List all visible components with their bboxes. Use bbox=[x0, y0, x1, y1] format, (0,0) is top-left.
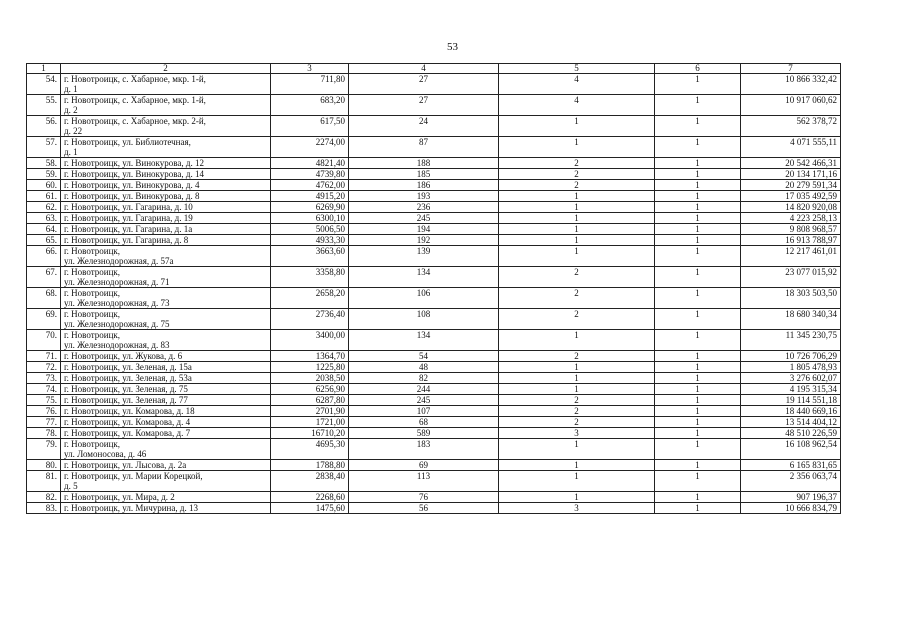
amount-value: 16 108 962,54 bbox=[741, 439, 841, 460]
amount-value: 20 279 591,34 bbox=[741, 180, 841, 191]
column-5-value: 1 bbox=[499, 213, 655, 224]
amount-value: 17 035 492,59 bbox=[741, 191, 841, 202]
address-line: г. Новотроицк, bbox=[64, 330, 121, 340]
row-number: 54. bbox=[27, 74, 61, 95]
address-line: ул. Железнодорожная, д. 73 bbox=[64, 298, 170, 308]
area-value: 2838,40 bbox=[271, 471, 349, 492]
column-5-value: 2 bbox=[499, 169, 655, 180]
column-5-value: 1 bbox=[499, 235, 655, 246]
table-row bbox=[27, 460, 841, 471]
address-line: д. 1 bbox=[64, 84, 78, 94]
amount-value: 1 805 478,93 bbox=[741, 362, 841, 373]
row-number: 80. bbox=[27, 460, 61, 471]
address-cell bbox=[61, 471, 271, 492]
address-line: г. Новотроицк, bbox=[64, 439, 121, 449]
column-4-value: 54 bbox=[349, 351, 499, 362]
column-5-value: 2 bbox=[499, 395, 655, 406]
amount-value: 18 303 503,50 bbox=[741, 288, 841, 309]
column-5-value: 1 bbox=[499, 460, 655, 471]
column-5-value: 1 bbox=[499, 439, 655, 460]
area-value: 2736,40 bbox=[271, 309, 349, 330]
column-4-value: 139 bbox=[349, 246, 499, 267]
column-4-value: 193 bbox=[349, 191, 499, 202]
column-4-value: 82 bbox=[349, 373, 499, 384]
table-row bbox=[27, 309, 841, 330]
column-4-value: 48 bbox=[349, 362, 499, 373]
area-value: 4821,40 bbox=[271, 158, 349, 169]
column-header: 2 bbox=[61, 64, 271, 74]
table-row bbox=[27, 395, 841, 406]
address-cell bbox=[61, 330, 271, 351]
amount-value: 11 345 230,75 bbox=[741, 330, 841, 351]
amount-value: 4 223 258,13 bbox=[741, 213, 841, 224]
address-cell bbox=[61, 267, 271, 288]
column-6-value: 1 bbox=[655, 95, 741, 116]
column-header: 3 bbox=[271, 64, 349, 74]
address-line: г. Новотроицк, ул. Лысова, д. 2а bbox=[64, 460, 187, 470]
amount-value: 10 726 706,29 bbox=[741, 351, 841, 362]
address-line: г. Новотроицк, ул. Гагарина, д. 8 bbox=[64, 235, 189, 245]
table-row bbox=[27, 202, 841, 213]
amount-value: 18 680 340,34 bbox=[741, 309, 841, 330]
column-5-value: 2 bbox=[499, 267, 655, 288]
table-row bbox=[27, 503, 841, 514]
column-6-value: 1 bbox=[655, 235, 741, 246]
table-row bbox=[27, 224, 841, 235]
table-row bbox=[27, 180, 841, 191]
row-number: 60. bbox=[27, 180, 61, 191]
amount-value: 4 195 315,34 bbox=[741, 384, 841, 395]
amount-value: 48 510 226,59 bbox=[741, 428, 841, 439]
row-number: 65. bbox=[27, 235, 61, 246]
address-line: д. 2 bbox=[64, 105, 78, 115]
address-line: г. Новотроицк, ул. Комарова, д. 18 bbox=[64, 406, 195, 416]
address-line: г. Новотроицк, с. Хабарное, мкр. 1-й, bbox=[64, 74, 206, 84]
column-4-value: 192 bbox=[349, 235, 499, 246]
address-line: г. Новотроицк, ул. Комарова, д. 7 bbox=[64, 428, 191, 438]
address-line: г. Новотроицк, ул. Гагарина, д. 19 bbox=[64, 213, 193, 223]
table-row bbox=[27, 235, 841, 246]
row-number: 59. bbox=[27, 169, 61, 180]
column-6-value: 1 bbox=[655, 384, 741, 395]
address-line: г. Новотроицк, ул. Гагарина, д. 1а bbox=[64, 224, 193, 234]
amount-value: 19 114 551,18 bbox=[741, 395, 841, 406]
address-cell bbox=[61, 460, 271, 471]
table-row bbox=[27, 213, 841, 224]
column-5-value: 2 bbox=[499, 180, 655, 191]
address-cell bbox=[61, 137, 271, 158]
address-line: г. Новотроицк, ул. Мира, д. 2 bbox=[64, 492, 175, 502]
column-6-value: 1 bbox=[655, 202, 741, 213]
table-row bbox=[27, 362, 841, 373]
row-number: 58. bbox=[27, 158, 61, 169]
column-5-value: 1 bbox=[499, 373, 655, 384]
column-5-value: 3 bbox=[499, 503, 655, 514]
area-value: 1364,70 bbox=[271, 351, 349, 362]
table-row bbox=[27, 439, 841, 460]
row-number: 78. bbox=[27, 428, 61, 439]
area-value: 6300,10 bbox=[271, 213, 349, 224]
area-value: 1721,00 bbox=[271, 417, 349, 428]
column-5-value: 1 bbox=[499, 202, 655, 213]
column-4-value: 188 bbox=[349, 158, 499, 169]
table-row bbox=[27, 246, 841, 267]
address-cell bbox=[61, 395, 271, 406]
column-number-row bbox=[27, 64, 841, 74]
address-cell bbox=[61, 158, 271, 169]
area-value: 2658,20 bbox=[271, 288, 349, 309]
address-cell bbox=[61, 224, 271, 235]
column-5-value: 2 bbox=[499, 158, 655, 169]
amount-value: 10 866 332,42 bbox=[741, 74, 841, 95]
address-line: г. Новотроицк, bbox=[64, 267, 121, 277]
address-line: г. Новотроицк, bbox=[64, 288, 121, 298]
column-6-value: 1 bbox=[655, 158, 741, 169]
address-line: г. Новотроицк, ул. Винокурова, д. 8 bbox=[64, 191, 200, 201]
column-4-value: 27 bbox=[349, 95, 499, 116]
address-cell bbox=[61, 503, 271, 514]
row-number: 67. bbox=[27, 267, 61, 288]
address-line: ул. Железнодорожная, д. 83 bbox=[64, 340, 170, 350]
row-number: 79. bbox=[27, 439, 61, 460]
table-row bbox=[27, 428, 841, 439]
column-6-value: 1 bbox=[655, 471, 741, 492]
row-number: 70. bbox=[27, 330, 61, 351]
row-number: 64. bbox=[27, 224, 61, 235]
address-cell bbox=[61, 428, 271, 439]
amount-value: 2 356 063,74 bbox=[741, 471, 841, 492]
area-value: 4695,30 bbox=[271, 439, 349, 460]
row-number: 72. bbox=[27, 362, 61, 373]
area-value: 3400,00 bbox=[271, 330, 349, 351]
amount-value: 4 071 555,11 bbox=[741, 137, 841, 158]
amount-value: 18 440 669,16 bbox=[741, 406, 841, 417]
address-line: г. Новотроицк, ул. Винокурова, д. 12 bbox=[64, 158, 204, 168]
housing-register-table bbox=[26, 63, 841, 514]
row-number: 76. bbox=[27, 406, 61, 417]
area-value: 6256,90 bbox=[271, 384, 349, 395]
amount-value: 6 165 831,65 bbox=[741, 460, 841, 471]
table-row bbox=[27, 116, 841, 137]
column-6-value: 1 bbox=[655, 213, 741, 224]
address-cell bbox=[61, 406, 271, 417]
address-cell bbox=[61, 202, 271, 213]
address-line: г. Новотроицк, ул. Гагарина, д. 10 bbox=[64, 202, 193, 212]
table-row bbox=[27, 74, 841, 95]
table-row bbox=[27, 191, 841, 202]
area-value: 617,50 bbox=[271, 116, 349, 137]
table-row bbox=[27, 492, 841, 503]
amount-value: 12 217 461,01 bbox=[741, 246, 841, 267]
table-row bbox=[27, 330, 841, 351]
column-header: 7 bbox=[741, 64, 841, 74]
address-cell bbox=[61, 351, 271, 362]
column-6-value: 1 bbox=[655, 309, 741, 330]
column-6-value: 1 bbox=[655, 116, 741, 137]
address-line: г. Новотроицк, ул. Зеленая, д. 15а bbox=[64, 362, 192, 372]
column-6-value: 1 bbox=[655, 224, 741, 235]
column-6-value: 1 bbox=[655, 330, 741, 351]
address-line: г. Новотроицк, ул. Жукова, д. 6 bbox=[64, 351, 183, 361]
column-4-value: 107 bbox=[349, 406, 499, 417]
table-row bbox=[27, 267, 841, 288]
area-value: 4762,00 bbox=[271, 180, 349, 191]
column-5-value: 1 bbox=[499, 191, 655, 202]
address-cell bbox=[61, 373, 271, 384]
column-4-value: 589 bbox=[349, 428, 499, 439]
column-5-value: 1 bbox=[499, 116, 655, 137]
column-6-value: 1 bbox=[655, 417, 741, 428]
column-4-value: 245 bbox=[349, 213, 499, 224]
table-row bbox=[27, 158, 841, 169]
row-number: 57. bbox=[27, 137, 61, 158]
area-value: 683,20 bbox=[271, 95, 349, 116]
address-line: ул. Ломоносова, д. 46 bbox=[64, 449, 147, 459]
column-4-value: 185 bbox=[349, 169, 499, 180]
column-6-value: 1 bbox=[655, 406, 741, 417]
column-6-value: 1 bbox=[655, 439, 741, 460]
row-number: 74. bbox=[27, 384, 61, 395]
address-line: ул. Железнодорожная, д. 71 bbox=[64, 277, 170, 287]
column-4-value: 76 bbox=[349, 492, 499, 503]
amount-value: 23 077 015,92 bbox=[741, 267, 841, 288]
address-line: д. 22 bbox=[64, 126, 83, 136]
amount-value: 16 913 788,97 bbox=[741, 235, 841, 246]
address-line: г. Новотроицк, ул. Винокурова, д. 14 bbox=[64, 169, 204, 179]
area-value: 2274,00 bbox=[271, 137, 349, 158]
row-number: 61. bbox=[27, 191, 61, 202]
area-value: 6287,80 bbox=[271, 395, 349, 406]
column-6-value: 1 bbox=[655, 180, 741, 191]
column-5-value: 1 bbox=[499, 330, 655, 351]
column-4-value: 27 bbox=[349, 74, 499, 95]
area-value: 3663,60 bbox=[271, 246, 349, 267]
column-6-value: 1 bbox=[655, 373, 741, 384]
address-line: г. Новотроицк, ул. Зеленая, д. 75 bbox=[64, 384, 188, 394]
row-number: 73. bbox=[27, 373, 61, 384]
column-6-value: 1 bbox=[655, 288, 741, 309]
column-4-value: 106 bbox=[349, 288, 499, 309]
area-value: 4915,20 bbox=[271, 191, 349, 202]
amount-value: 562 378,72 bbox=[741, 116, 841, 137]
amount-value: 20 542 466,31 bbox=[741, 158, 841, 169]
column-6-value: 1 bbox=[655, 395, 741, 406]
table-row bbox=[27, 417, 841, 428]
table-row bbox=[27, 471, 841, 492]
table-row bbox=[27, 95, 841, 116]
amount-value: 907 196,37 bbox=[741, 492, 841, 503]
address-line: ул. Железнодорожная, д. 75 bbox=[64, 319, 170, 329]
address-cell bbox=[61, 439, 271, 460]
table-body bbox=[27, 74, 841, 514]
column-5-value: 4 bbox=[499, 95, 655, 116]
address-line: д. 1 bbox=[64, 147, 78, 157]
area-value: 4739,80 bbox=[271, 169, 349, 180]
address-line: г. Новотроицк, ул. Зеленая, д. 77 bbox=[64, 395, 188, 405]
area-value: 1225,80 bbox=[271, 362, 349, 373]
row-number: 82. bbox=[27, 492, 61, 503]
column-4-value: 24 bbox=[349, 116, 499, 137]
column-6-value: 1 bbox=[655, 362, 741, 373]
column-6-value: 1 bbox=[655, 74, 741, 95]
column-6-value: 1 bbox=[655, 191, 741, 202]
amount-value: 14 820 920,08 bbox=[741, 202, 841, 213]
address-cell bbox=[61, 235, 271, 246]
column-6-value: 1 bbox=[655, 503, 741, 514]
area-value: 3358,80 bbox=[271, 267, 349, 288]
address-line: г. Новотроицк, ул. Марии Корецкой, bbox=[64, 471, 203, 481]
row-number: 71. bbox=[27, 351, 61, 362]
column-5-value: 1 bbox=[499, 224, 655, 235]
table-row bbox=[27, 373, 841, 384]
column-5-value: 1 bbox=[499, 362, 655, 373]
area-value: 2038,50 bbox=[271, 373, 349, 384]
row-number: 66. bbox=[27, 246, 61, 267]
table-row bbox=[27, 288, 841, 309]
address-line: г. Новотроицк, ул. Зеленая, д. 53а bbox=[64, 373, 192, 383]
column-6-value: 1 bbox=[655, 428, 741, 439]
page-number: 53 bbox=[447, 41, 458, 53]
amount-value: 13 514 404,12 bbox=[741, 417, 841, 428]
table-row bbox=[27, 384, 841, 395]
column-header: 6 bbox=[655, 64, 741, 74]
column-5-value: 1 bbox=[499, 384, 655, 395]
column-header: 4 bbox=[349, 64, 499, 74]
row-number: 68. bbox=[27, 288, 61, 309]
column-6-value: 1 bbox=[655, 351, 741, 362]
address-cell bbox=[61, 180, 271, 191]
row-number: 69. bbox=[27, 309, 61, 330]
row-number: 81. bbox=[27, 471, 61, 492]
row-number: 62. bbox=[27, 202, 61, 213]
address-cell bbox=[61, 309, 271, 330]
row-number: 75. bbox=[27, 395, 61, 406]
column-4-value: 134 bbox=[349, 330, 499, 351]
address-line: г. Новотроицк, ул. Винокурова, д. 4 bbox=[64, 180, 200, 190]
column-header: 1 bbox=[27, 64, 61, 74]
column-header: 5 bbox=[499, 64, 655, 74]
column-4-value: 56 bbox=[349, 503, 499, 514]
column-6-value: 1 bbox=[655, 137, 741, 158]
address-line: д. 5 bbox=[64, 481, 78, 491]
column-5-value: 1 bbox=[499, 492, 655, 503]
amount-value: 9 808 968,57 bbox=[741, 224, 841, 235]
address-cell bbox=[61, 246, 271, 267]
area-value: 1475,60 bbox=[271, 503, 349, 514]
area-value: 4933,30 bbox=[271, 235, 349, 246]
area-value: 2701,90 bbox=[271, 406, 349, 417]
column-4-value: 108 bbox=[349, 309, 499, 330]
column-5-value: 4 bbox=[499, 74, 655, 95]
address-cell bbox=[61, 213, 271, 224]
table-row bbox=[27, 137, 841, 158]
column-4-value: 113 bbox=[349, 471, 499, 492]
address-line: г. Новотроицк, bbox=[64, 246, 121, 256]
area-value: 1788,80 bbox=[271, 460, 349, 471]
column-4-value: 245 bbox=[349, 395, 499, 406]
address-cell bbox=[61, 116, 271, 137]
column-4-value: 87 bbox=[349, 137, 499, 158]
amount-value: 10 666 834,79 bbox=[741, 503, 841, 514]
column-5-value: 1 bbox=[499, 137, 655, 158]
address-cell bbox=[61, 95, 271, 116]
address-cell bbox=[61, 384, 271, 395]
table-row bbox=[27, 351, 841, 362]
column-6-value: 1 bbox=[655, 267, 741, 288]
row-number: 83. bbox=[27, 503, 61, 514]
address-line: г. Новотроицк, ул. Комарова, д. 4 bbox=[64, 417, 191, 427]
column-4-value: 69 bbox=[349, 460, 499, 471]
area-value: 711,80 bbox=[271, 74, 349, 95]
address-line: г. Новотроицк, с. Хабарное, мкр. 2-й, bbox=[64, 116, 206, 126]
row-number: 56. bbox=[27, 116, 61, 137]
column-4-value: 236 bbox=[349, 202, 499, 213]
area-value: 16710,20 bbox=[271, 428, 349, 439]
column-4-value: 244 bbox=[349, 384, 499, 395]
area-value: 2268,60 bbox=[271, 492, 349, 503]
column-4-value: 183 bbox=[349, 439, 499, 460]
column-5-value: 2 bbox=[499, 309, 655, 330]
column-6-value: 1 bbox=[655, 246, 741, 267]
column-6-value: 1 bbox=[655, 492, 741, 503]
table-row bbox=[27, 406, 841, 417]
address-line: г. Новотроицк, с. Хабарное, мкр. 1-й, bbox=[64, 95, 206, 105]
area-value: 6269,90 bbox=[271, 202, 349, 213]
address-line: г. Новотроицк, ул. Мичурина, д. 13 bbox=[64, 503, 198, 513]
amount-value: 3 276 602,07 bbox=[741, 373, 841, 384]
address-line: г. Новотроицк, ул. Библиотечная, bbox=[64, 137, 191, 147]
amount-value: 20 134 171,16 bbox=[741, 169, 841, 180]
table-row bbox=[27, 169, 841, 180]
address-line: г. Новотроицк, bbox=[64, 309, 121, 319]
address-cell bbox=[61, 191, 271, 202]
column-6-value: 1 bbox=[655, 460, 741, 471]
column-4-value: 186 bbox=[349, 180, 499, 191]
column-5-value: 2 bbox=[499, 288, 655, 309]
column-5-value: 2 bbox=[499, 351, 655, 362]
row-number: 77. bbox=[27, 417, 61, 428]
address-cell bbox=[61, 417, 271, 428]
address-cell bbox=[61, 492, 271, 503]
column-5-value: 2 bbox=[499, 417, 655, 428]
address-line: ул. Железнодорожная, д. 57а bbox=[64, 256, 174, 266]
column-5-value: 3 bbox=[499, 428, 655, 439]
amount-value: 10 917 060,62 bbox=[741, 95, 841, 116]
column-4-value: 134 bbox=[349, 267, 499, 288]
column-4-value: 194 bbox=[349, 224, 499, 235]
address-cell bbox=[61, 362, 271, 373]
column-5-value: 2 bbox=[499, 406, 655, 417]
address-cell bbox=[61, 74, 271, 95]
column-6-value: 1 bbox=[655, 169, 741, 180]
area-value: 5006,50 bbox=[271, 224, 349, 235]
row-number: 55. bbox=[27, 95, 61, 116]
column-5-value: 1 bbox=[499, 246, 655, 267]
address-cell bbox=[61, 288, 271, 309]
column-4-value: 68 bbox=[349, 417, 499, 428]
address-cell bbox=[61, 169, 271, 180]
row-number: 63. bbox=[27, 213, 61, 224]
column-5-value: 1 bbox=[499, 471, 655, 492]
